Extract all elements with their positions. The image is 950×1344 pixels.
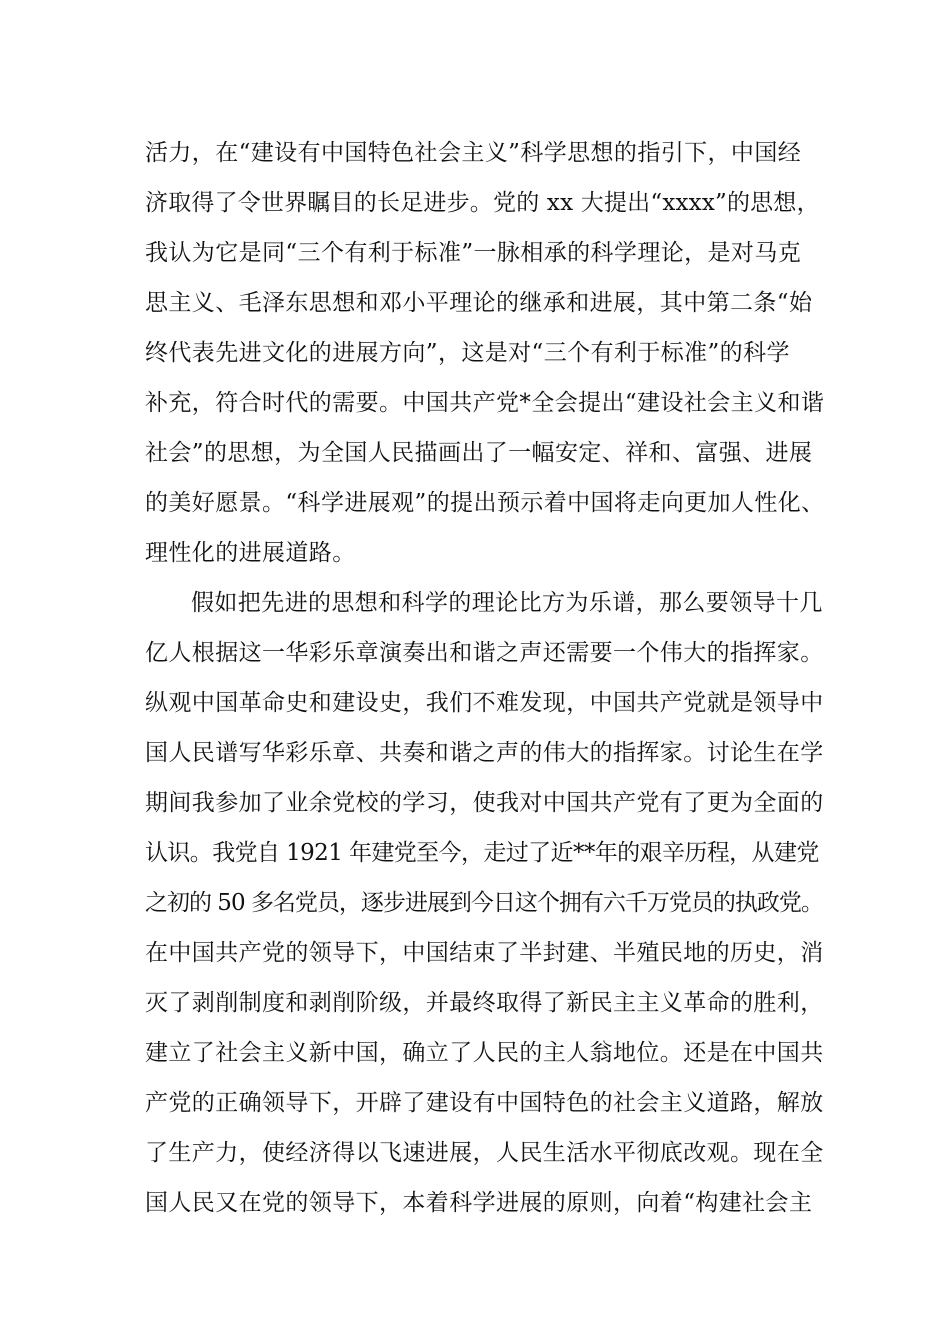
text-line: 的美好愿景。“科学进展观”的提出预示着中国将走向更加人性化、 (145, 490, 825, 516)
text-line: 济取得了令世界瞩目的长足进步。党的 xx 大提出“xxxx”的思想， (145, 190, 820, 216)
text-line: 纵观中国革命史和建设史，我们不难发现，中国共产党就是领导中 (145, 690, 824, 716)
text-line: 活力，在“建设有中国特色社会主义”科学思想的指引下，中国经 (145, 140, 802, 166)
text-line: 建立了社会主义新中国，确立了人民的主人翁地位。还是在中国共 (145, 1040, 824, 1066)
document-body (145, 128, 825, 1228)
text-line: 国人民谱写华彩乐章、共奏和谐之声的伟大的指挥家。讨论生在学 (145, 740, 824, 766)
text-line: 国人民又在党的领导下，本着科学进展的原则，向着“构建社会主 (145, 1190, 813, 1216)
text-line: 了生产力，使经济得以飞速进展，人民生活水平彻底改观。现在全 (145, 1140, 824, 1166)
paragraph-first-line: 假如把先进的思想和科学的理论比方为乐谱，那么要领导十几 (191, 590, 823, 616)
text-line: 期间我参加了业余党校的学习，使我对中国共产党有了更为全面的 (145, 790, 824, 816)
text-line: 社会”的思想，为全国人民描画出了一幅安定、祥和、富强、进展 (145, 440, 813, 466)
text-line: 思主义、毛泽东思想和邓小平理论的继承和进展，其中第二条“始 (145, 290, 813, 316)
text-line: 理性化的进展道路。 (145, 540, 356, 566)
text-line: 在中国共产党的领导下，中国结束了半封建、半殖民地的历史，消 (145, 940, 824, 966)
text-line: 产党的正确领导下，开辟了建设有中国特色的社会主义道路，解放 (145, 1090, 824, 1116)
text-line: 终代表先进文化的进展方向”，这是对“三个有利于标准”的科学 (145, 340, 790, 366)
text-line: 我认为它是同“三个有利于标准”一脉相承的科学理论，是对马克 (145, 240, 802, 266)
text-line: 亿人根据这一华彩乐章演奏出和谐之声还需要一个伟大的指挥家。 (145, 640, 824, 666)
text-line: 之初的 50 多名党员，逐步进展到今日这个拥有六千万党员的执政党。 (145, 890, 823, 916)
text-line: 补充，符合时代的需要。中国共产党*全会提出“建设社会主义和谐 (145, 390, 825, 416)
text-line: 认识。我党自 1921 年建党至今，走过了近**年的艰辛历程，从建党 (145, 840, 819, 866)
text-line: 灭了剥削制度和剥削阶级，并最终取得了新民主主义革命的胜利， (145, 990, 824, 1016)
